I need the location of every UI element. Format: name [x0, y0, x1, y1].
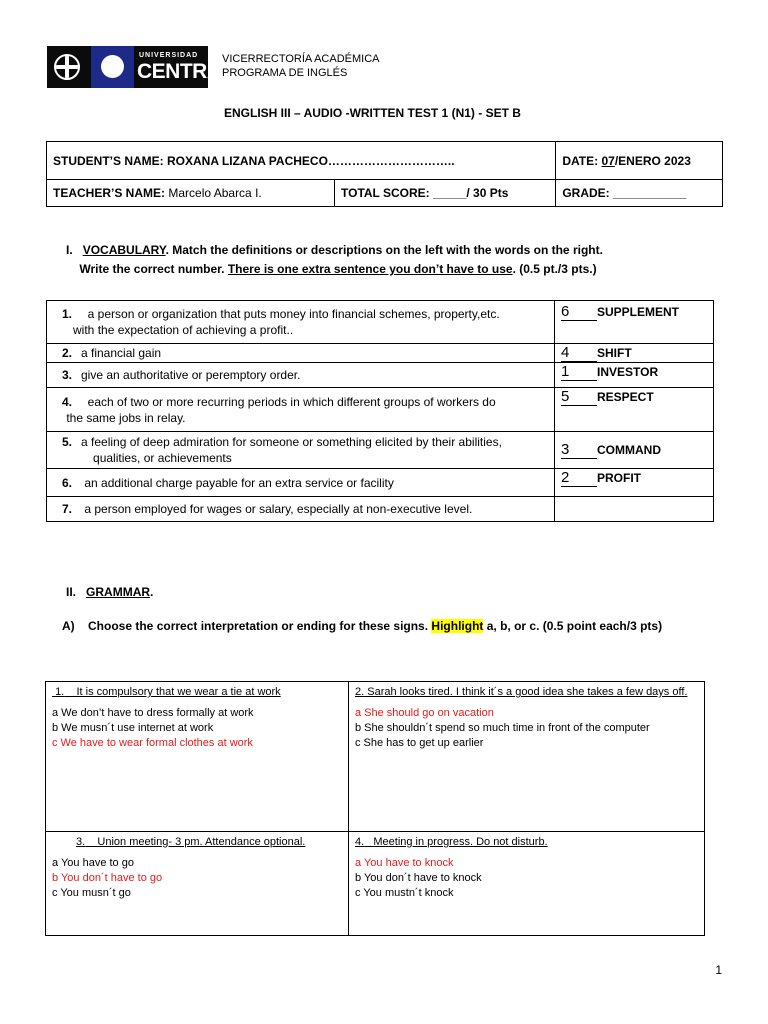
grammar-question: 2. Sarah looks tired. I think it´s a good idea she takes a few days off.: [355, 686, 688, 698]
globe-icon: [54, 54, 80, 80]
total-score-blank: _____: [433, 186, 467, 200]
grammar-table: [45, 681, 705, 936]
test-title: ENGLISH III – AUDIO -WRITTEN TEST 1 (N1) - SET B: [224, 106, 521, 120]
teacher-name-cell: [47, 180, 335, 207]
vocab-definition: 6. an additional charge payable for an extra service or facility: [47, 469, 555, 497]
total-score-rest: / 30 Pts: [466, 186, 509, 200]
grammar-option-highlighted[interactable]: a She should go on vacation: [355, 707, 494, 719]
vocab-definition: 1. a person or organization that puts money into financial schemes, property,etc. with the expectation of achieving a profit..: [47, 301, 555, 344]
grammar-option[interactable]: b She shouldn´t spend so much time in front of the computer: [355, 722, 650, 734]
highlight-word: Highlight: [431, 619, 484, 633]
vocab-row: [47, 363, 714, 388]
grammar-question: 1. It is compulsory that we wear a tie at work: [55, 686, 281, 698]
date-cell: [556, 142, 723, 180]
vocab-answer: [555, 497, 714, 522]
vocab-answer: 5 RESPECT: [555, 388, 714, 432]
grammar-numeral: II.: [66, 585, 77, 599]
vocab-definition: 4. each of two or more recurring periods in which different groups of workers do the same jobs in relay.: [47, 388, 555, 432]
header-line-1: VICERRECTORÍA ACADÉMICA: [222, 53, 380, 65]
vocab-inst-1: . Match the definitions or descriptions on the left with the words on the right.: [165, 243, 603, 257]
student-info-table: [46, 141, 723, 207]
grammar-option-highlighted[interactable]: a You have to knock: [355, 857, 454, 869]
vocab-inst-2b: There is one extra sentence you don’t have to use: [227, 262, 513, 276]
grammar-question-cell: [46, 832, 349, 936]
teacher-name-label: TEACHER’S NAME:: [53, 186, 166, 200]
grammar-question-cell: [349, 832, 705, 936]
page-number: 1: [715, 963, 722, 977]
vocab-definition: 5. a feeling of deep admiration for someone or something elicited by their abilities, qualities, or achievements: [47, 432, 555, 469]
vocab-numeral: I.: [66, 243, 73, 257]
grammar-question: 4. Meeting in progress. Do not disturb.: [355, 836, 548, 848]
total-score-cell: [335, 180, 556, 207]
vocab-answer: 6 SUPPLEMENT: [555, 301, 714, 344]
date-day: 07: [601, 153, 615, 168]
date-label: DATE:: [562, 153, 599, 168]
logo-top-text: UNIVERSIDAD: [139, 52, 199, 59]
header-text: [222, 52, 380, 80]
vocab-answer: 4 SHIFT: [555, 344, 714, 363]
grammar-question-cell: [46, 682, 349, 832]
grammar-question: 3. Union meeting- 3 pm. Attendance optional.: [76, 836, 306, 848]
grammar-part-a-instructions: A) Choose the correct interpretation or ending for these signs. Highlight a, b, or c. (0.5 point each/3 pts): [62, 619, 663, 633]
logo-main-text: CENTRAL: [137, 60, 234, 83]
total-score-label: TOTAL SCORE:: [341, 186, 430, 200]
grammar-option[interactable]: a We don’t have to dress formally at work: [52, 707, 254, 719]
grade-label: GRADE:: [562, 186, 610, 200]
date-rest: /ENERO 2023: [614, 153, 691, 168]
vocab-row: [47, 497, 714, 522]
vocab-row: [47, 301, 714, 344]
vocab-definition: 3. give an authoritative or peremptory order.: [47, 363, 555, 388]
part-a-label: A): [62, 619, 75, 633]
grade-cell: [556, 180, 723, 207]
vocab-row: [47, 344, 714, 363]
vocab-answer: 2 PROFIT: [555, 469, 714, 497]
grammar-option[interactable]: b We musn´t use internet at work: [52, 722, 214, 734]
grammar-question-cell: [349, 682, 705, 832]
university-logo: [47, 46, 234, 88]
vocab-inst-2a: Write the correct number.: [79, 262, 228, 276]
vocab-answer: 1 INVESTOR: [555, 363, 714, 388]
student-name-label: STUDENT’S NAME:: [53, 153, 164, 168]
vocab-row: [47, 432, 714, 469]
grammar-option-highlighted[interactable]: b You don´t have to go: [52, 872, 163, 884]
vocab-row: [47, 388, 714, 432]
vocab-inst-2c: . (0.5 pt./3 pts.): [512, 262, 597, 276]
student-name-cell: [47, 142, 556, 180]
grammar-option[interactable]: c You mustn´t knock: [355, 887, 454, 899]
grade-blank: ___________: [613, 186, 687, 200]
vocab-definition: 2. a financial gain: [47, 344, 555, 363]
vocab-answer: 3 COMMAND: [555, 432, 714, 469]
grammar-title: GRAMMAR: [86, 585, 151, 599]
grammar-heading: II. GRAMMAR.: [66, 585, 154, 599]
grammar-option[interactable]: b You don´t have to knock: [355, 872, 482, 884]
vocab-definition: 7. a person employed for wages or salary, especially at non-executive level.: [47, 497, 555, 522]
grammar-option[interactable]: c You musn´t go: [52, 887, 131, 899]
vocab-instructions: [66, 241, 706, 279]
student-name-value: ROXANA LIZANA PACHECO…………………………..: [167, 153, 455, 168]
vocab-table: [46, 300, 714, 522]
grammar-option[interactable]: c She has to get up earlier: [355, 737, 484, 749]
grammar-option-highlighted[interactable]: c We have to wear formal clothes at work: [52, 737, 253, 749]
header-line-2: PROGRAMA DE INGLÉS: [222, 67, 348, 79]
vocab-row: [47, 469, 714, 497]
grammar-option[interactable]: a You have to go: [52, 857, 134, 869]
teacher-name-value: Marcelo Abarca I.: [168, 186, 262, 200]
vocab-heading: VOCABULARY: [82, 243, 166, 257]
